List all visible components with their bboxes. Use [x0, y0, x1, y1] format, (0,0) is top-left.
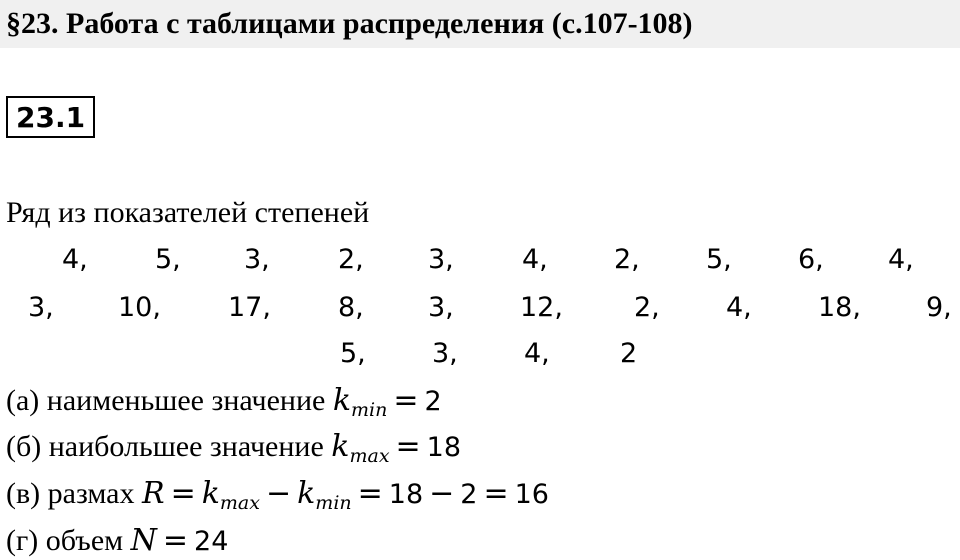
k-subscript: min [315, 492, 352, 514]
series-value: 17, [228, 292, 271, 323]
series-value: 2, [614, 244, 640, 275]
answer-d-value: 24 [194, 526, 229, 557]
answer-b-value: 18 [426, 432, 462, 463]
answer-a [6, 383, 442, 420]
series-value: 9, [926, 292, 952, 323]
answer-d [6, 523, 228, 560]
answer-b-label: (б) наибольшее значение [6, 430, 324, 463]
series-value: 4, [522, 244, 548, 275]
answer-d-formula: N = 24 [130, 523, 229, 558]
k-subscript: min [351, 399, 388, 421]
answer-c [6, 476, 549, 513]
section-title: §23. Работа с таблицами распределения (с.107-108) [6, 7, 693, 40]
series-row-3 [0, 336, 960, 376]
series-value: 2, [634, 292, 660, 323]
answer-c-formula: $R = k_{max} - k_{min} = 18 - 2 = 16$ [141, 476, 549, 514]
k-variable: k [331, 429, 350, 464]
series-value: 2 [620, 338, 638, 369]
answer-c-value: 2 [460, 479, 478, 510]
answer-a-value: 2 [424, 386, 442, 417]
series-value: 4, [888, 244, 914, 275]
answer-a-label: (а) наименьшее значение [6, 384, 326, 417]
series-value: 5, [706, 244, 732, 275]
series-value: 12, [520, 292, 563, 323]
series-value: 3, [428, 292, 454, 323]
series-value: 3, [432, 338, 458, 369]
series-value: 2, [338, 244, 364, 275]
answer-c-value: 18 [388, 479, 424, 510]
answer-b [6, 429, 461, 466]
series-value: 3, [28, 292, 54, 323]
series-value: 3, [428, 244, 454, 275]
k-subscript: max [349, 445, 390, 467]
series-value: 4, [524, 338, 550, 369]
series-value: 18, [818, 292, 861, 323]
r-variable: R [141, 476, 165, 511]
series-value: 10, [118, 292, 161, 323]
series-value: 6, [798, 244, 824, 275]
n-variable: N [130, 523, 157, 558]
k-variable: k [332, 383, 352, 418]
answer-a-formula: $k_{min} = 2$ [332, 383, 442, 421]
series-row-2 [0, 290, 960, 330]
answer-c-label: (в) размах [6, 477, 135, 510]
answer-d-label: (г) объем [6, 524, 124, 557]
section-header [0, 0, 960, 48]
series-value: 5, [340, 338, 366, 369]
problem-number: 23.1 [6, 96, 95, 138]
series-row-1 [0, 242, 960, 282]
problem-intro: Ряд из показателей степеней [6, 196, 370, 229]
answer-c-result: 16 [514, 479, 549, 510]
series-value: 8, [338, 292, 364, 323]
series-value: 5, [155, 244, 181, 275]
k-variable: k [297, 476, 316, 511]
series-value: 4, [62, 244, 88, 275]
answer-b-formula: $k_{max} = 18$ [331, 429, 462, 467]
series-value: 3, [244, 244, 270, 275]
series-value: 4, [726, 292, 752, 323]
k-subscript: max [219, 492, 260, 514]
k-variable: k [201, 476, 220, 511]
